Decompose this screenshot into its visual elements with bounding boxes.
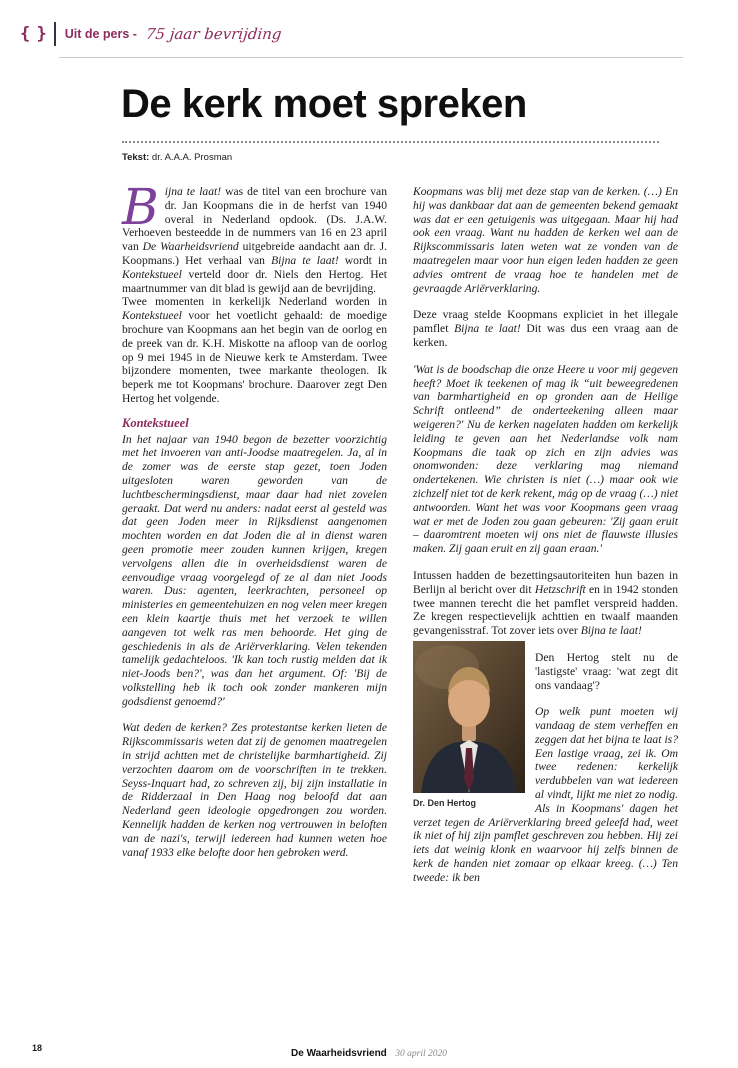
paragraph: Twee momenten in kerkelijk Nederland worden in Kontekstueel voor het voetlicht gehaald: de moedige brochure van Koopmans aan het begin van de oorlog en de preek van dr. K.H. Miskotte na afloop van de oorlog op 9 mei 1945 in de Nieuwe kerk te Amsterdam. Twee bijzondere momenten, twee markante theologen. Ik beperk me tot Koopmans' brochure. Daarover zegt Den Hertog het volgende. xyxy=(122,295,387,405)
paragraph: Op welk punt moeten wij vandaag de stem verheffen en zeggen dat het bijna te laat is? Een lastige vraag, zei ik. Om twee redenen: kerkelijk verdubbelen van wat iedereen al vindt, lijkt me niet zo nodig. Als in Koopmans' dagen het verzet tegen de Ariërverklaring breed geleefd had, weet ik niet of hij zijn pamflet geschreven zou hebben. Hij zei iets dat weinig klonk en waarvoor hij zelfs binnen de kerk de handen niet zomaar op elkaar kreeg. (…) Ten tweede: ik ben xyxy=(413,705,678,884)
paragraph: Koopmans was blij met deze stap van de kerken. (…) En hij was dankbaar dat aan de gemeenten bekend gemaakt was dat er een getuigenis was uitgegaan. Maar hij had ook een vraag. Want nu hadden de kerken wel aan de Rijkscommissaris laten weten wat ze vonden van de maatregelen maar voor hun eigen leden hadden ze geen advies omtrent de vraag hoe te handelen met de gevraagde Ariërverklaring. xyxy=(413,185,678,295)
paragraph: Bijna te laat! was de titel van een brochure van dr. Jan Koopmans die in de herfst van 1940 overal in Nederland opdook. (Ds. J.A.W. Verhoeven besteedde in de nummers van 16 en 23 april van De Waarheidsvriend uitgebreide aandacht aan dr. J. Koopmans.) Het verhaal van Bijna te laat! wordt in Kontekstueel verteld door dr. Niels den Hertog. Het maartnummer van dit blad is gewijd aan de bevrijding. xyxy=(122,178,387,295)
masthead xyxy=(20,22,282,46)
brand-glyph: { } xyxy=(20,24,45,44)
footer-center xyxy=(0,1043,738,1061)
section-label: Uit de pers - xyxy=(64,27,137,41)
article-title: De kerk moet spreken xyxy=(121,82,527,126)
byline-author: dr. A.A.A. Prosman xyxy=(151,152,233,163)
paragraph: Intussen hadden de bezettingsautoriteiten hun bazen in Berlijn al bericht over dit Hetzschrift en in 1942 stonden twee mannen terecht die het pamflet verspreid hadden. Ze kregen respectievelijk achttien en twaalf maanden gevangenisstraf. Tot zover iets over Bijna te laat! xyxy=(413,568,678,638)
section-subheading: Kontekstueel xyxy=(122,415,189,430)
dotted-rule xyxy=(122,141,659,143)
photo-caption: Dr. Den Hertog xyxy=(413,797,477,808)
column-right xyxy=(413,185,678,885)
paragraph: Den Hertog stelt nu de 'lastigste' vraag: 'wat zegt dit ons vandaag'? xyxy=(535,650,678,692)
header-rule xyxy=(59,57,683,58)
paragraph: 'Wat is de boodschap die onze Heere u voor mij gegeven heeft? Moet ik teekenen of mag ik “uit beweegredenen van barmhartigheid en op gronden aan de Heilige Schrift ontleend” de onderteekening alleen maar weigeren?' Nu de kerken nagelaten hadden om kerkelijk leiding te geven aan het Nederlandse volk nam Koopmans die taak op zich en zijn advies was onomwonden: deze verklaring mag niemand ondertekenen. Wie christen is niet (…) maar ook wie zichzelf niet tot de kerk rekent, mág op de vraag (…) niet antwoorden. Want het was voor Koopmans geen vraag wat er met de Joden zou gaan gebeuren: 'Zij gaan eruit – daaromtrent moeten wij ons niet de flauwste illusies maken. Zij gaan eruit en zij gaan eraan.' xyxy=(413,362,678,556)
paragraph: Deze vraag stelde Koopmans expliciet in het illegale pamflet Bijna te laat! Dit was dus een vraag aan de kerken. xyxy=(413,308,679,349)
column-left xyxy=(122,178,387,885)
issue-date: 30 april 2020 xyxy=(395,1049,447,1059)
masthead-divider xyxy=(54,22,56,46)
paragraph: Wat deden de kerken? Zes protestantse kerken lieten de Rijkscommissaris weten dat zij de genomen maatregelen in strijd achtten met de christelijke barmhartigheid. Zij verzochten daarom om de voorschriften in te trekken. Seyss-Inquart had, zo schreven zij, bij zijn installatie in de Ridderzaal in Den Haag nog beloofd dat aan Nederland geen ideologie opgedrongen zou worden. Kennelijk hadden de kerken nog vertrouwen in beloften van de nazi's, terwijl iedereen had kunnen weten hoe vanaf 1933 elke belofte door hen gebroken werd. xyxy=(122,721,387,859)
byline xyxy=(122,152,232,163)
paragraph: In het najaar van 1940 begon de bezetter voorzichtig met het invoeren van anti-Joodse maatregelen. Ja, al in de zomer was de eerste stap gezet, toen Joden uitgesloten waren geworden van de luchtbeschermingsdienst, maar daar had niet zovelen geraakt. Dat werd nu anders: nadat eerst al gesteld was dat geen Joden meer in Rijksdienst aangenomen mochten worden en dat Joden die al in dienst waren geen promotie meer zouden kunnen krijgen, kregen vervolgens allen die in overheidsdienst waren de eenvoudige vraag voorgelegd of ze al dan niet Joods waren. Dus: agenten, leerkrachten, personeel op ministeries en gemeentehuizen en nog velen meer kregen een klein kaartje thuis met het verzoek te willen aangeven tot welk ras men behoorde. Het ging de geschiedenis in als de Ariërverklaring. Velen tekenden tamelijk gedachteloos. 'Ik kan toch rustig melden dat ik niet-Joods ben?', was dan het argument. Of: 'Bij de volkstelling heb ik toch ook zonder mankeren mijn godsdienst genoemd?' xyxy=(122,432,387,708)
den-hertog-photo xyxy=(413,641,525,793)
publication-name: De Waarheidsvriend xyxy=(291,1048,387,1059)
photo-figure xyxy=(413,641,525,811)
byline-label: Tekst: xyxy=(122,152,150,163)
section-theme: 75 jaar bevrijding xyxy=(145,25,283,43)
article-body xyxy=(122,178,679,885)
dropcap: B xyxy=(122,178,159,236)
page-number: 18 xyxy=(32,1043,43,1053)
